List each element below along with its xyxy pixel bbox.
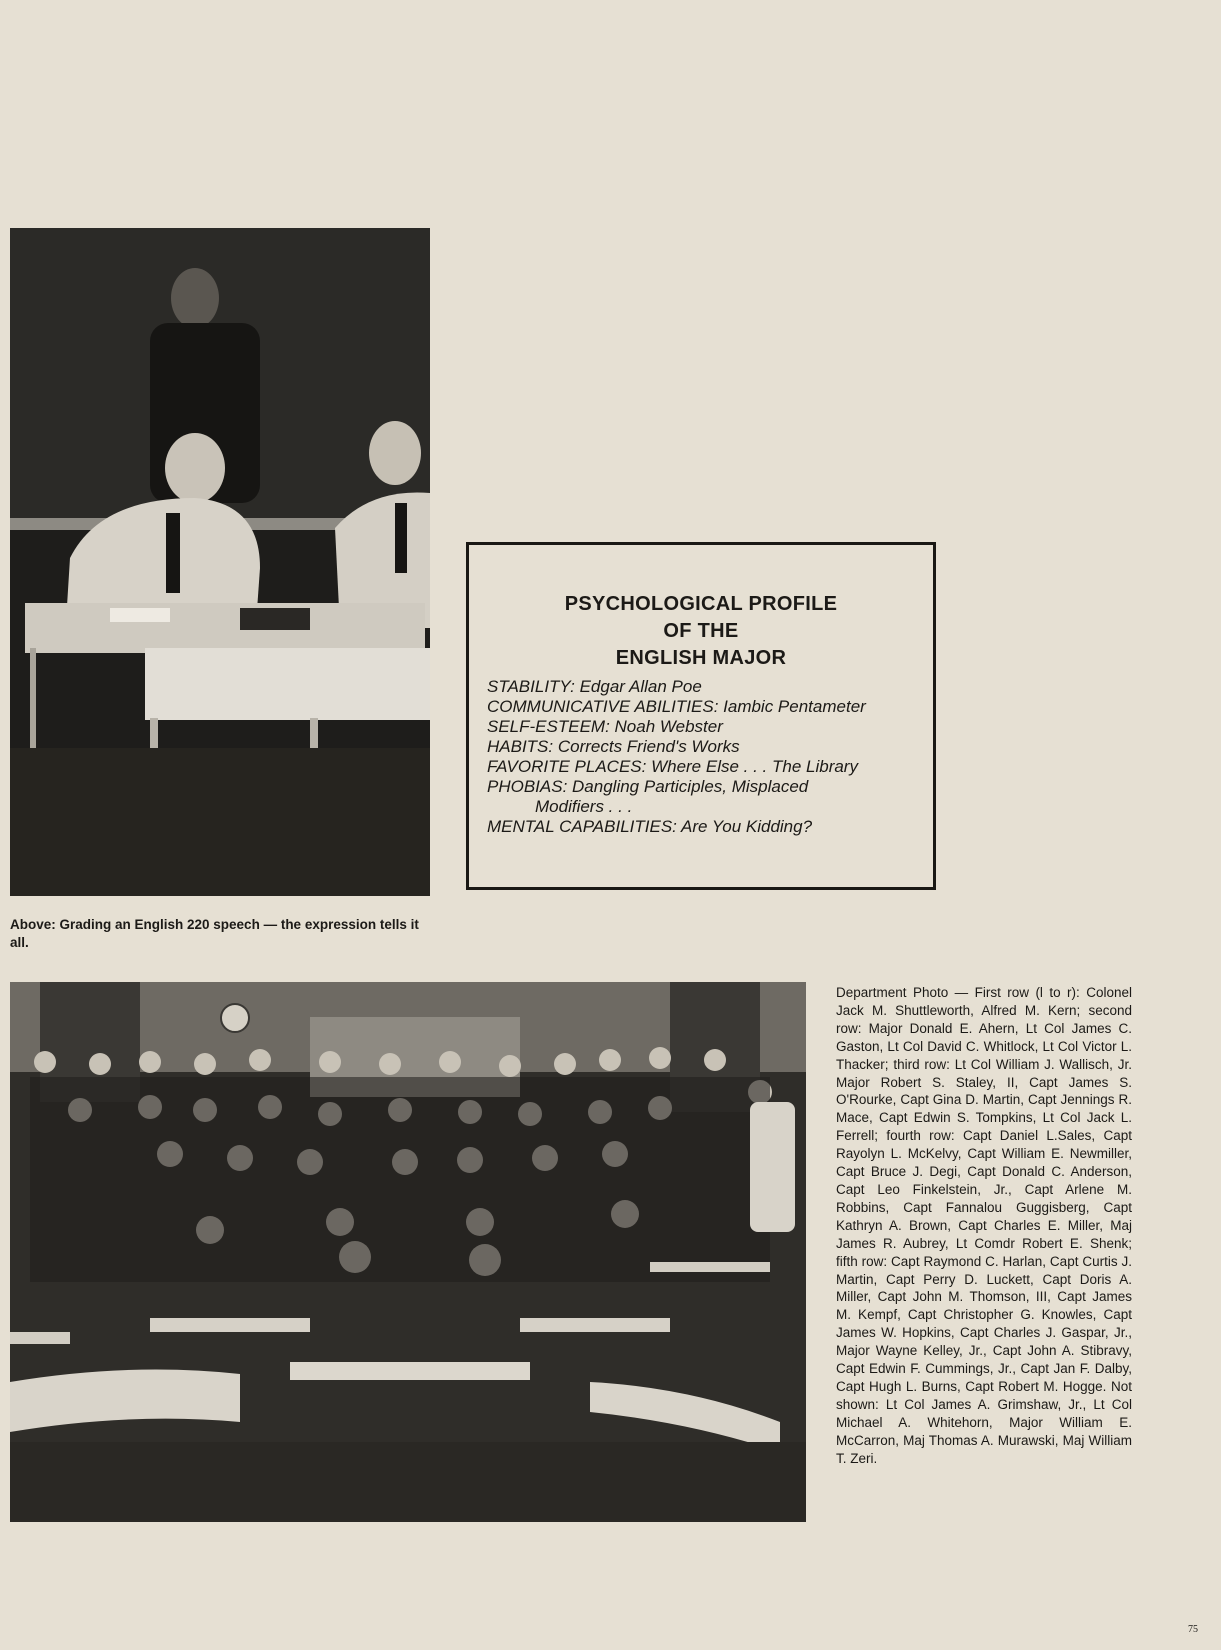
photo-caption: Above: Grading an English 220 speech — the expression tells it all.	[10, 917, 419, 950]
profile-box	[466, 542, 936, 890]
profile-title-line: ENGLISH MAJOR	[615, 647, 787, 669]
profile-item-self-esteem: SELF-ESTEEM: Noah Webster	[487, 717, 723, 736]
department-group-photo	[10, 982, 806, 1522]
profile-item-communicative: COMMUNICATIVE ABILITIES: Iambic Pentameter	[487, 697, 866, 716]
profile-item-stability: STABILITY: Edgar Allan Poe	[487, 677, 702, 696]
page-number: 75	[1188, 1624, 1198, 1635]
profile-title-line: OF THE	[663, 620, 739, 642]
profile-item-phobias-cont: Modifiers . . .	[535, 797, 633, 816]
department-photo-caption: Department Photo — First row (l to r): Colonel Jack M. Shuttleworth, Alfred M. Kern; second row: Major Donald E. Ahern, Lt Col James C. Gaston, Lt Col David C. Whitlock, Lt Col Victor L. Thacker; third row: Lt Col William J. Wallisch, Jr. Major Robert S. Staley, II, Capt James S. O'Rourke, Capt Gina D. Martin, Capt Jennings R. Mace, Capt Edwin S. Tompkins, Lt Col Jack L. Ferrell; fourth row: Capt Daniel L.Sales, Capt Rayolyn L. McKelvy, Capt William E. Newmiller, Capt Bruce J. Degi, Capt Donald C. Anderson, Capt Leo Finkelstein, Jr., Capt Arlene M. Robbins, Capt Fannalou Guggisberg, Capt Kathryn A. Brown, Capt Charles E. Miller, Maj James R. Aubrey, Lt Comdr Robert E. Shenk; fifth row: Capt Raymond C. Harlan, Capt Curtis J. Martin, Capt Perry D. Luckett, Capt Doris A. Miller, Capt John M. Thomson, III, Capt James M. Kempf, Capt Christopher G. Knowles, Capt James W. Hopkins, Capt Charles J. Gaspar, Jr., Major Wayne Kelley, Jr., Capt John A. Stibravy, Capt Edwin F. Cummings, Jr., Capt Jan F. Dalby, Capt Hugh L. Burns, Capt Robert M. Hogge. Not shown: Lt Col James A. Grimshaw, Jr., Lt Col Michael A. Whitehorn, Major William E. McCarron, Maj Thomas A. Murawski, Maj William T. Zeri.	[836, 985, 1132, 1466]
profile-item-habits: HABITS: Corrects Friend's Works	[487, 737, 740, 756]
profile-item-favorite-places: FAVORITE PLACES: Where Else . . . The Library	[487, 757, 858, 776]
classroom-photo	[10, 228, 430, 896]
profile-item-phobias: PHOBIAS: Dangling Participles, Misplaced	[487, 777, 809, 796]
profile-title-line: PSYCHOLOGICAL PROFILE	[564, 593, 838, 615]
profile-title	[469, 591, 933, 672]
profile-item-mental: MENTAL CAPABILITIES: Are You Kidding?	[487, 817, 813, 836]
profile-list	[487, 677, 927, 837]
